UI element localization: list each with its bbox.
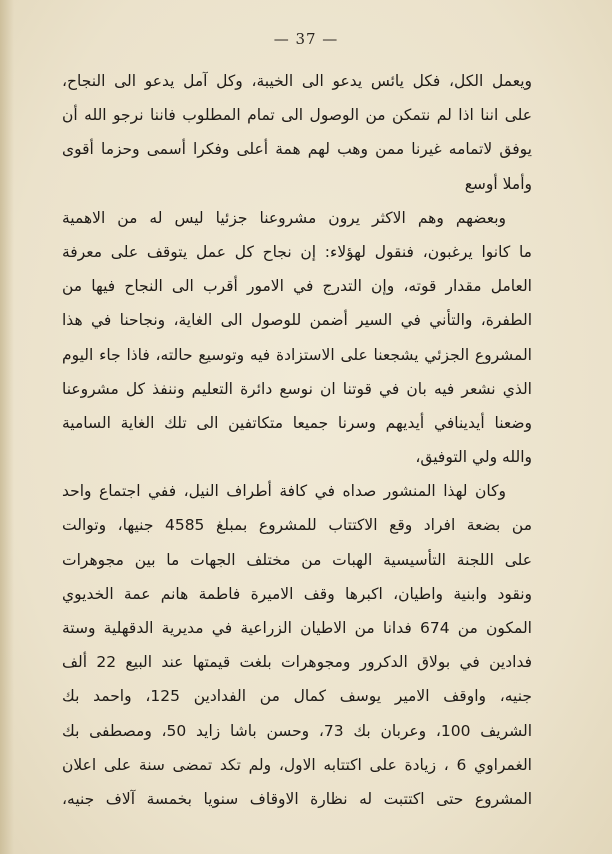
text-line: وأملا أوسع bbox=[464, 174, 532, 193]
text-line: وضعنا أيدينافي أيديهم وسرنا جميعا متكاتفين الى تلك الغاية السامية bbox=[62, 413, 532, 432]
text-line: المكون من 674 فدانا من الاطيان الزراعية في مديرية الدقهلية وستة bbox=[62, 619, 532, 637]
page-binding-shadow bbox=[0, 0, 14, 854]
text-line: العامل مقدار قوته، وإن التدرج في الامور أقرب الى النجاح فيها من bbox=[62, 277, 532, 296]
text-line: الغمراوي 6 ، زيادة على اكتتابه الاول، ولم تكد تمضى سنة على اعلان bbox=[62, 755, 532, 774]
text-line: ما كانوا يرغبون، فنقول لهؤلاء: إن نجاح كل عمل يتوقف على معرفة bbox=[62, 242, 532, 261]
text-line: على اننا اذا لم نتمكن من الوصول الى تمام المطلوب فاننا نرجو الله أن bbox=[62, 106, 532, 125]
text-line: فدادين في بولاق الدكرور ومجوهرات بلغت قيمتها عند البيع 22 ألف bbox=[62, 653, 532, 672]
page-number: — 37 — bbox=[273, 30, 339, 48]
text-line: المشروع حتى اكتتبت له نظارة الاوقاف سنويا بخمسة آلاف جنيه، bbox=[62, 789, 532, 808]
text-line: وبعضهم وهم الاكثر يرون مشروعنا جزئيا ليس له من الاهمية bbox=[62, 208, 506, 227]
text-line: الذي نشعر فيه بان في قوتنا ان نوسع دائرة التعليم وننفذ كل مشروعنا bbox=[62, 379, 532, 398]
text-line: يوفق لاتمامه غيرنا ممن وهب لهم همة أعلى وفكرا أسمى وحزما أقوى bbox=[62, 140, 532, 159]
text-line: المشروع الجزئي يشجعنا على الاستزادة فيه وتوسيع حالته، فاذا جاء اليوم bbox=[62, 345, 532, 364]
text-line: ونقود وابنية واطيان، اكبرها وقف الاميرة فاطمة هانم عمة الخديوي bbox=[62, 584, 532, 603]
text-line: الطفرة، والتأني في السير أضمن للوصول الى الغاية، ونجاحنا في هذا bbox=[62, 311, 532, 330]
text-line: والله ولي التوفيق، bbox=[415, 448, 532, 467]
body-text bbox=[62, 64, 532, 816]
text-line: وكان لهذا المنشور صداه في كافة أطراف النيل، ففي اجتماع واحد bbox=[62, 482, 506, 501]
text-line: ويعمل الكل، فكل يائس يدعو الى الخيبة، وكل آمل يدعو الى النجاح، bbox=[62, 72, 532, 90]
text-line: الشريف 100، وعربان بك 73، وحسن باشا زايد 50، ومصطفى بك bbox=[62, 721, 532, 740]
text-line: من بضعة افراد وقع الاكتتاب للمشروع بمبلغ 4585 جنيها، وتوالت bbox=[62, 516, 532, 535]
text-line: جنيه، واوقف الامير يوسف كمال من الفدادين 125، واحمد بك bbox=[62, 687, 532, 706]
text-line: على اللجنة التأسيسية الهبات من مختلف الجهات ما بين مجوهرات bbox=[62, 550, 532, 569]
